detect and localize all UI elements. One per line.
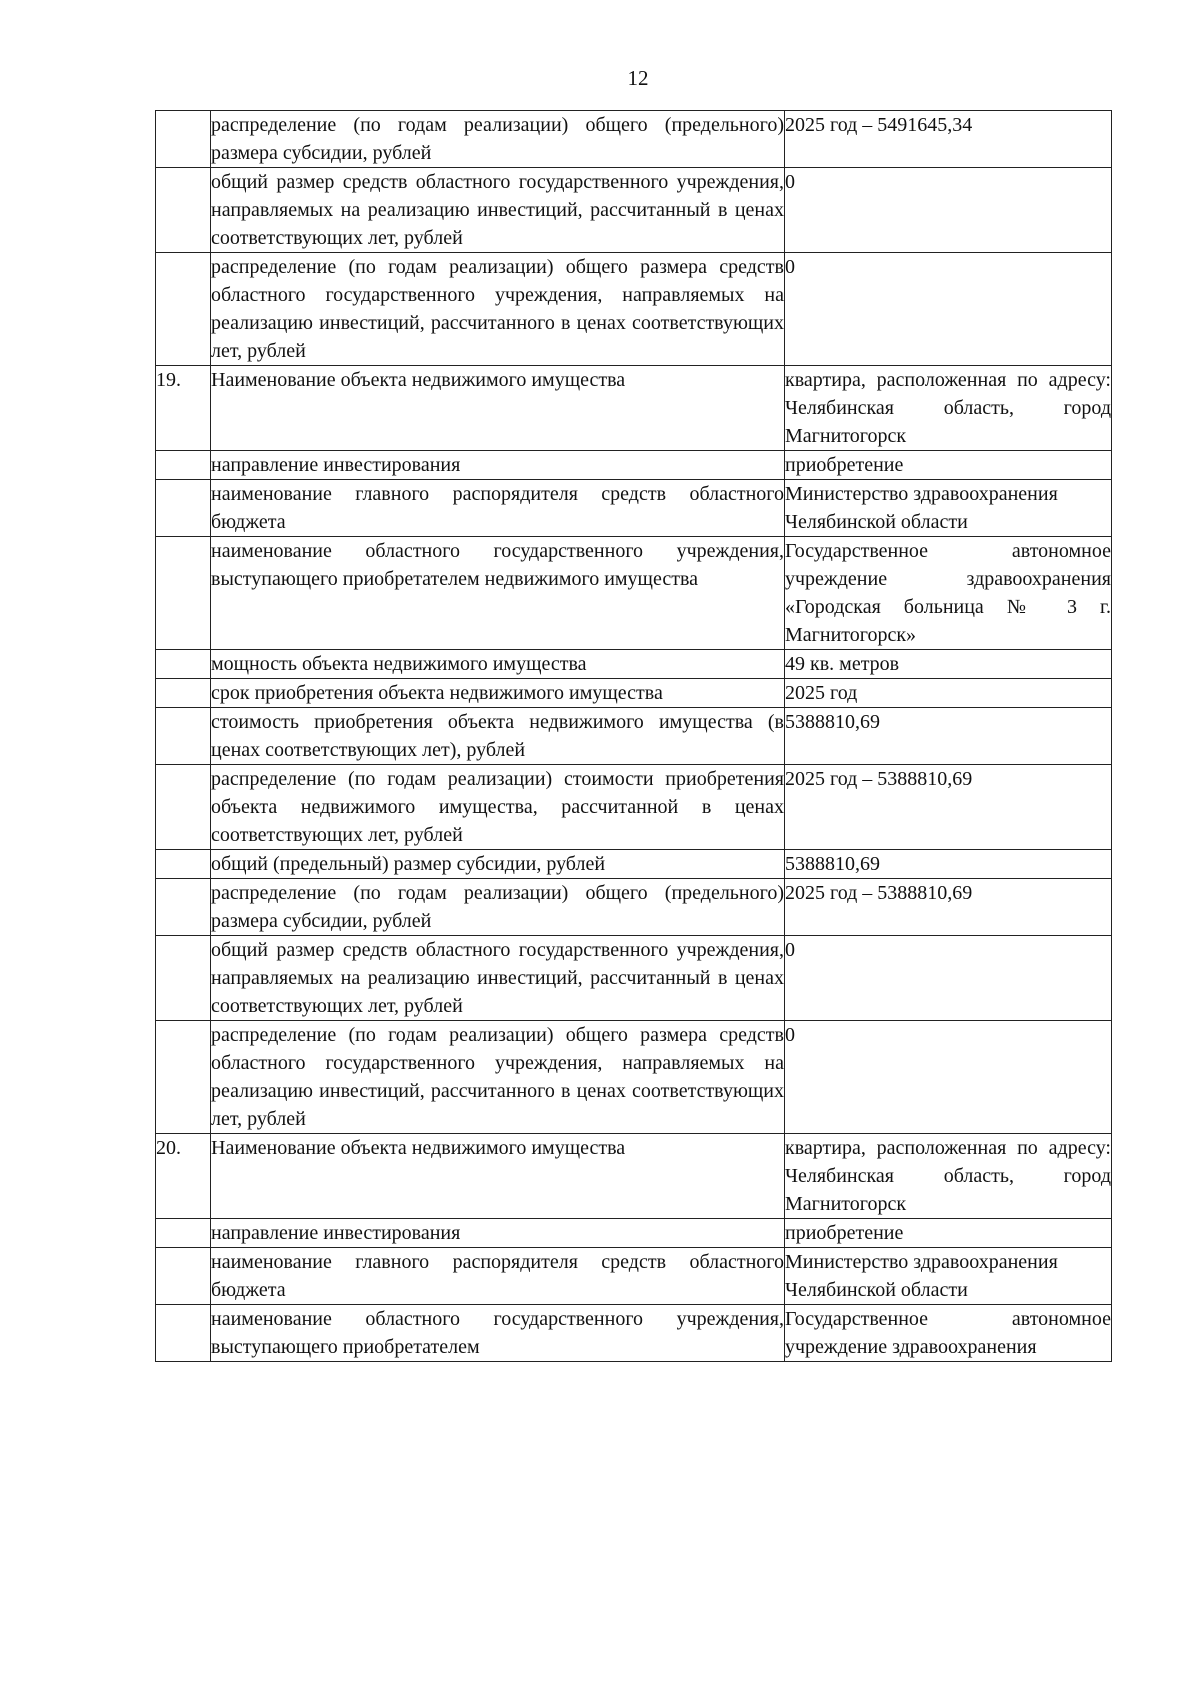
table-row: [156, 650, 1112, 679]
row-description: срок приобретения объекта недвижимого имущества: [211, 679, 785, 708]
row-description: Наименование объекта недвижимого имущества: [211, 366, 785, 451]
row-value: приобретение: [785, 1219, 1112, 1248]
table-row: [156, 1305, 1112, 1362]
row-value: Министерство здравоохранения Челябинской области: [785, 480, 1112, 537]
row-description: распределение (по годам реализации) стоимости приобретения объекта недвижимого имущества, рассчитанной в ценах соответствующих лет, рублей: [211, 765, 785, 850]
row-number: [156, 879, 211, 936]
row-description: наименование главного распорядителя средств областного бюджета: [211, 1248, 785, 1305]
row-value: 0: [785, 168, 1112, 253]
row-value: 0: [785, 1021, 1112, 1134]
row-value: квартира, расположенная по адресу: Челябинская область, город Магнитогорск: [785, 366, 1112, 451]
row-value: 2025 год – 5388810,69: [785, 879, 1112, 936]
row-description: направление инвестирования: [211, 451, 785, 480]
table-row: [156, 366, 1112, 451]
table-row: [156, 1219, 1112, 1248]
row-value: квартира, расположенная по адресу: Челябинская область, город Магнитогорск: [785, 1134, 1112, 1219]
row-number: [156, 253, 211, 366]
row-number: [156, 480, 211, 537]
table-row: [156, 708, 1112, 765]
row-number: [156, 451, 211, 480]
table-row: [156, 451, 1112, 480]
table-row: [156, 253, 1112, 366]
row-number: 20.: [156, 1134, 211, 1219]
row-description: общий размер средств областного государственного учреждения, направляемых на реализацию инвестиций, рассчитанный в ценах соответствующих лет, рублей: [211, 936, 785, 1021]
row-description: наименование областного государственного учреждения, выступающего приобретателем: [211, 1305, 785, 1362]
row-number: [156, 111, 211, 168]
table-row: [156, 168, 1112, 253]
table-row: [156, 1134, 1112, 1219]
investment-table: [155, 110, 1112, 1362]
table-row: [156, 537, 1112, 650]
row-description: распределение (по годам реализации) общего размера средств областного государственного учреждения, направляемых на реализацию инвестиций, рассчитанного в ценах соответствующих лет, рублей: [211, 253, 785, 366]
row-value: 5388810,69: [785, 708, 1112, 765]
row-number: [156, 679, 211, 708]
row-value: 2025 год: [785, 679, 1112, 708]
row-description: общий размер средств областного государственного учреждения, направляемых на реализацию инвестиций, рассчитанный в ценах соответствующих лет, рублей: [211, 168, 785, 253]
row-number: [156, 537, 211, 650]
row-number: [156, 850, 211, 879]
table-row: [156, 111, 1112, 168]
row-number: [156, 1248, 211, 1305]
row-description: стоимость приобретения объекта недвижимого имущества (в ценах соответствующих лет), рублей: [211, 708, 785, 765]
row-value: Министерство здравоохранения Челябинской области: [785, 1248, 1112, 1305]
row-description: мощность объекта недвижимого имущества: [211, 650, 785, 679]
row-value: Государственное автономное учреждение здравоохранения «Городская больница № 3 г. Магнитогорск»: [785, 537, 1112, 650]
table-row: [156, 1248, 1112, 1305]
table-row: [156, 850, 1112, 879]
row-number: [156, 936, 211, 1021]
table-row: [156, 679, 1112, 708]
row-description: распределение (по годам реализации) общего (предельного) размера субсидии, рублей: [211, 111, 785, 168]
table-row: [156, 480, 1112, 537]
row-value: 5388810,69: [785, 850, 1112, 879]
row-description: наименование областного государственного учреждения, выступающего приобретателем недвижимого имущества: [211, 537, 785, 650]
row-description: распределение (по годам реализации) общего (предельного) размера субсидии, рублей: [211, 879, 785, 936]
row-description: общий (предельный) размер субсидии, рублей: [211, 850, 785, 879]
row-value: 0: [785, 253, 1112, 366]
row-number: [156, 1021, 211, 1134]
row-number: [156, 765, 211, 850]
table-row: [156, 1021, 1112, 1134]
row-number: [156, 708, 211, 765]
row-value: 2025 год – 5388810,69: [785, 765, 1112, 850]
row-value: Государственное автономное учреждение здравоохранения: [785, 1305, 1112, 1362]
row-number: [156, 168, 211, 253]
row-number: [156, 650, 211, 679]
row-number: 19.: [156, 366, 211, 451]
table-row: [156, 879, 1112, 936]
row-value: 2025 год – 5491645,34: [785, 111, 1112, 168]
row-value: 0: [785, 936, 1112, 1021]
row-description: наименование главного распорядителя средств областного бюджета: [211, 480, 785, 537]
row-description: распределение (по годам реализации) общего размера средств областного государственного учреждения, направляемых на реализацию инвестиций, рассчитанного в ценах соответствующих лет, рублей: [211, 1021, 785, 1134]
row-value: 49 кв. метров: [785, 650, 1112, 679]
row-description: Наименование объекта недвижимого имущества: [211, 1134, 785, 1219]
row-value: приобретение: [785, 451, 1112, 480]
row-number: [156, 1219, 211, 1248]
page-number: 12: [627, 66, 649, 90]
row-description: направление инвестирования: [211, 1219, 785, 1248]
table-row: [156, 936, 1112, 1021]
row-number: [156, 1305, 211, 1362]
table-row: [156, 765, 1112, 850]
